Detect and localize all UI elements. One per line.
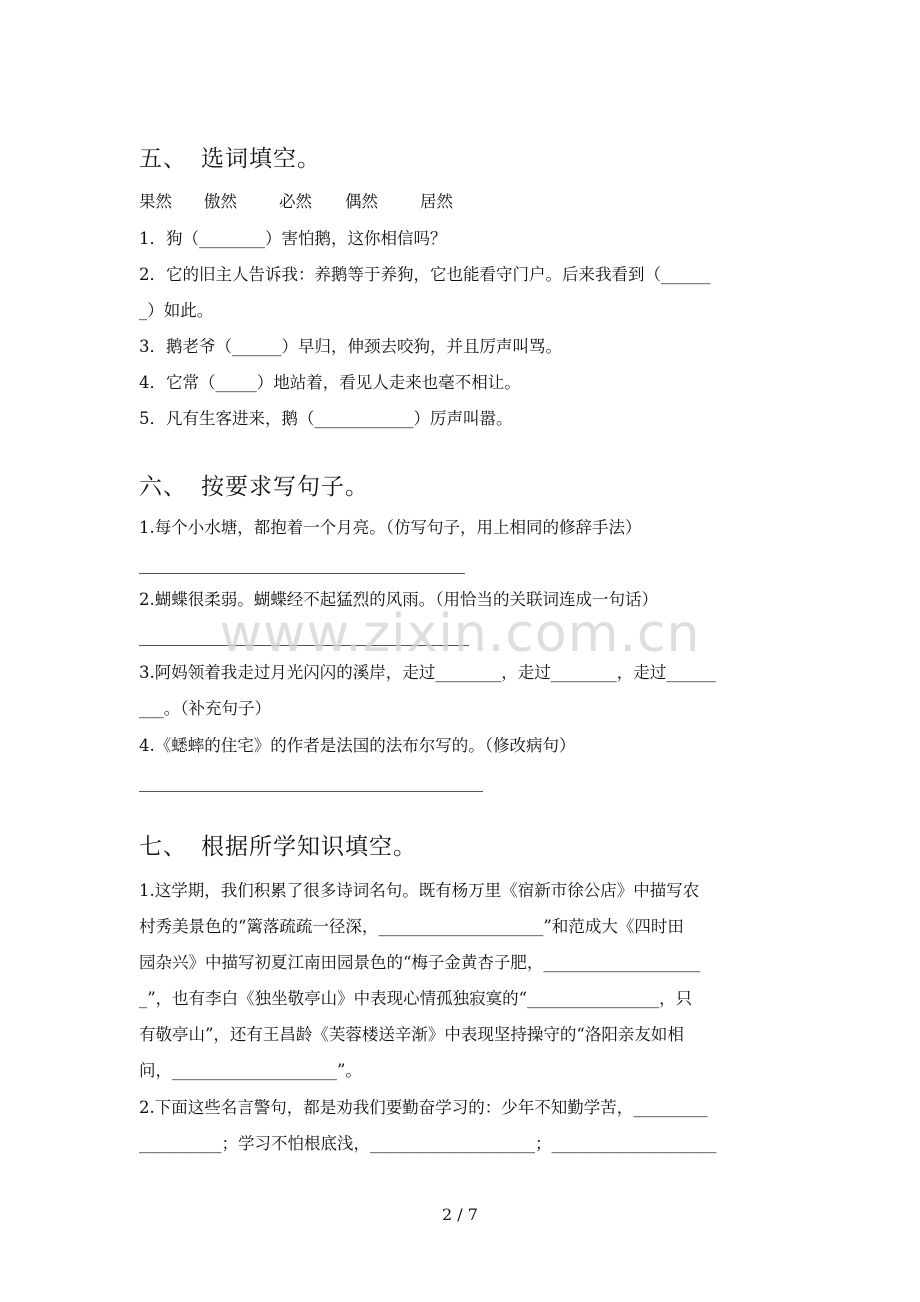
question-text: 2.蝴蝶很柔弱。蝴蝶经不起猛烈的风雨。（用恰当的关联词连成一句话） [139,590,658,609]
word-option: 果然 [139,192,172,211]
question-text: 1．狗（________）害怕鹅，这你相信吗？ [139,229,447,248]
question-text: 5．凡有生客进来，鹅（____________）厉声叫嚣。 [139,409,513,428]
word-option: 居然 [420,192,453,211]
section-number: 六、 [139,474,187,500]
watermark: www.zixin.com.cn [219,604,701,664]
answer-line[interactable] [139,573,465,574]
question-text: 村秀美景色的“篱落疏疏一径深，____________________”和范成大《四时田 [139,917,684,936]
section-6-heading [139,472,781,502]
section-title: 根据所学知识填空。 [201,834,417,860]
question-text: 3.阿妈领着我走过月光闪闪的溪岸，走过________，走过________，走过______ [139,663,716,682]
question-text: 3．鹅老爷（______）早归，伸颈去咬狗，并且厉声叫骂。 [139,337,562,356]
word-option: 偶然 [345,192,378,211]
word-option: 必然 [279,192,312,211]
section-number: 五、 [139,146,187,172]
section-title: 选词填空。 [201,146,321,172]
section-title: 按要求写句子。 [201,474,369,500]
answer-line[interactable] [139,791,483,792]
answer-line[interactable] [139,645,469,646]
question-text: 2.下面这些名言警句，都是劝我们要勤奋学习的：少年不知勤学苦，_________ [139,1098,708,1117]
section-7-heading [139,832,781,862]
section-number: 七、 [139,834,187,860]
question-text: 1.每个小水塘，都抱着一个月亮。（仿写句子，用上相同的修辞手法） [139,518,642,537]
page-number: 2 / 7 [442,1205,478,1224]
question-text: 1.这学期，我们积累了很多诗词名句。既有杨万里《宿新市徐公店》中描写农 [139,881,700,900]
word-option: 傲然 [204,192,237,211]
word-options [139,191,781,213]
question-text: 4.《蟋蟀的住宅》的作者是法国的法布尔写的。（修改病句） [139,736,576,755]
section-5-heading [139,144,781,174]
question-text: 2．它的旧主人告诉我：养鹅等于养狗，它也能看守门户。后来我看到（______ [139,265,711,284]
question-text: 有敬亭山”，还有王昌龄《芙蓉楼送辛渐》中表现坚持操守的“洛阳亲友如相 [139,1025,684,1044]
question-text: __________；学习不怕根底浅，____________________；____________________ [139,1134,717,1153]
question-text: 4．它常（_____）地站着，看见人走来也毫不相让。 [139,373,521,392]
question-text: 园杂兴》中描写初夏江南田园景色的“梅子金黄杏子肥，___________________ [139,953,701,972]
question-text: _）如此。 [139,301,214,320]
question-text: 问，____________________”。 [139,1061,362,1080]
question-text: _”，也有李白《独坐敬亭山》中表现心情孤独寂寞的“________________，只 [139,989,693,1008]
question-text: ___。（补充句子） [139,699,271,718]
